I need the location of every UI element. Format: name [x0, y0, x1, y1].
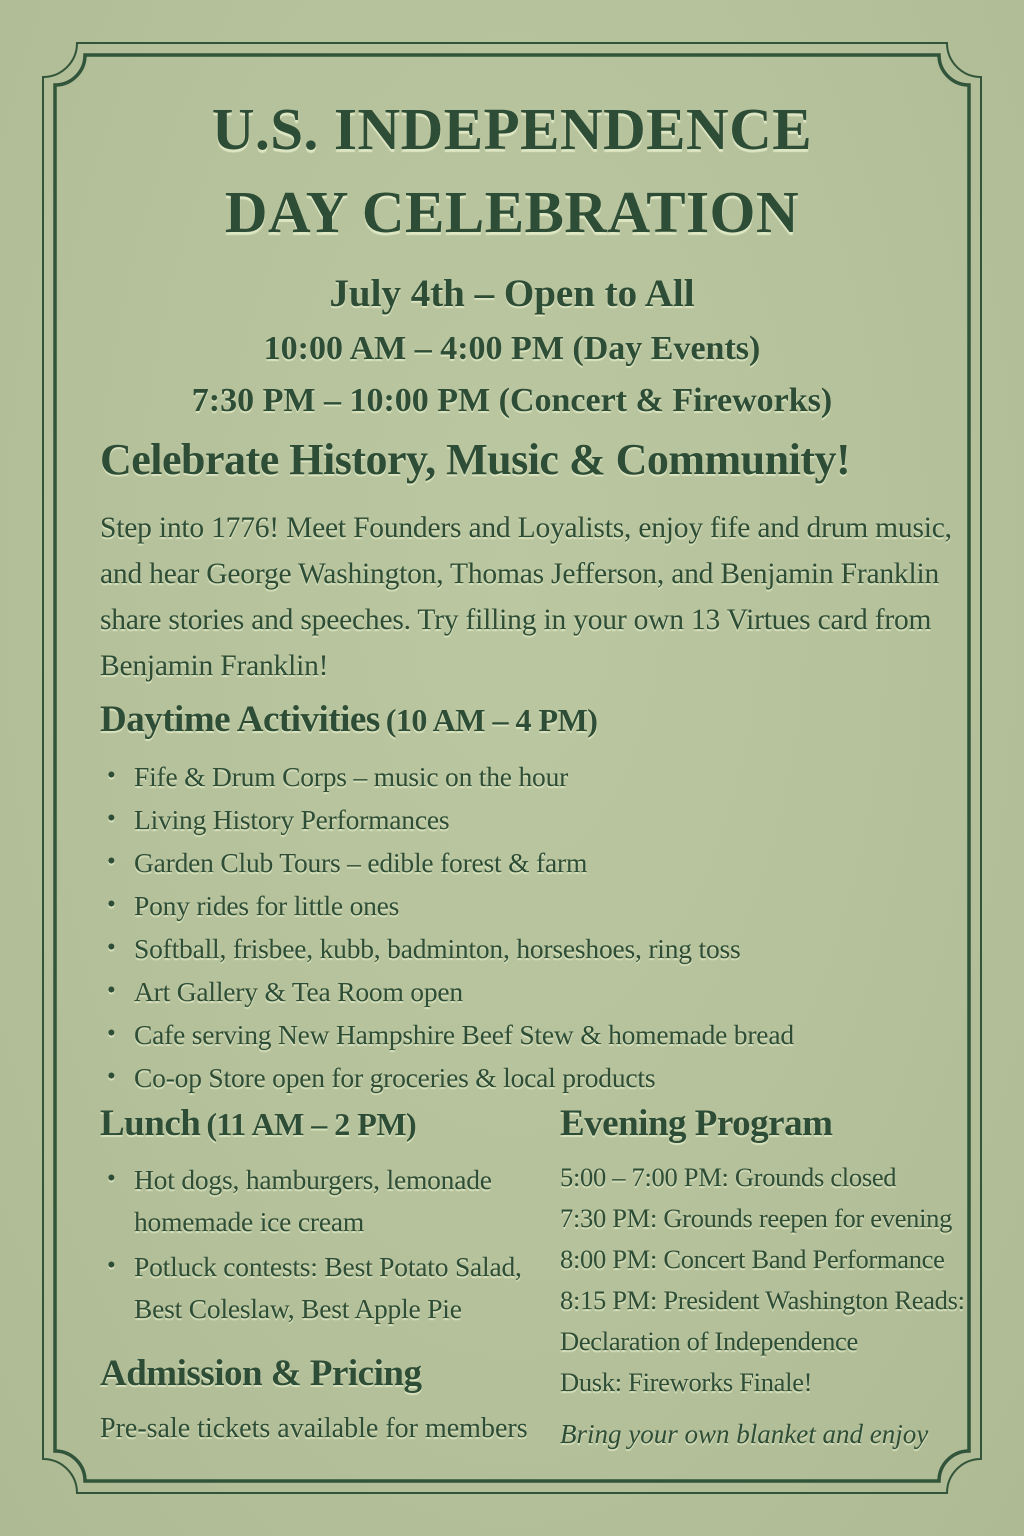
schedule-entry: Dusk: Fireworks Finale!: [560, 1367, 813, 1397]
schedule-entry: 8:00 PM: Concert Band Performance: [560, 1244, 945, 1274]
list-item: • Living History Performances: [100, 798, 954, 841]
lunch-title: Lunch: [100, 1103, 201, 1144]
list-item: • Art Gallery & Tea Room open: [100, 970, 954, 1013]
evening-schedule: [560, 1157, 966, 1403]
admission-heading: Admission & Pricing: [100, 1353, 422, 1394]
section-admission-pricing: [100, 1352, 570, 1447]
schedule-entry: 7:30 PM: Grounds reepen for evening: [560, 1203, 953, 1233]
list-item: • Garden Club Tours – edible forest & farm: [100, 841, 954, 884]
list-item: • Fife & Drum Corps – music on the hour: [100, 755, 954, 798]
page-title: [70, 88, 954, 254]
list-item: • Pony rides for little ones: [100, 884, 954, 927]
list-item: • Hot dogs, hamburgers, lemonade homemade ice cream: [100, 1159, 556, 1243]
list-item: • Potluck contests: Best Potato Salad, Best Coleslaw, Best Apple Pie: [100, 1246, 556, 1330]
admission-note: Pre-sale tickets available for members: [100, 1413, 528, 1444]
list-item: • Cafe serving New Hampshire Beef Stew & homemade bread: [100, 1013, 954, 1056]
lunch-hours: (11 AM – 2 PM): [206, 1106, 417, 1142]
title-line-1: U.S. INDEPENDENCE: [211, 96, 813, 162]
section-daytime-activities: [100, 698, 954, 1099]
evening-note: Bring your own blanket and enjoy: [560, 1419, 929, 1449]
list-item: • Softball, frisbee, kubb, badminton, horseshoes, ring toss: [100, 927, 954, 970]
lunch-list: [100, 1159, 556, 1330]
title-line-2: DAY CELEBRATION: [224, 179, 800, 245]
schedule-entry: 8:15 PM: President Washington Reads: Declaration of Independence: [560, 1285, 965, 1356]
day-events-hours: 10:00 AM – 4:00 PM (Day Events): [263, 330, 761, 367]
poster-header: [70, 88, 954, 422]
lunch-heading: [100, 1102, 556, 1145]
daytime-heading: [100, 698, 954, 741]
section-evening-program: [560, 1102, 966, 1451]
evening-heading: Evening Program: [560, 1103, 833, 1144]
daytime-hours: (10 AM – 4 PM): [385, 702, 598, 738]
tagline: Celebrate History, Music & Community!: [100, 435, 851, 484]
list-item: • Co-op Store open for groceries & local products: [100, 1056, 954, 1099]
daytime-list: [100, 755, 954, 1099]
schedule-entry: 5:00 – 7:00 PM: Grounds closed: [560, 1162, 897, 1192]
intro-paragraph: Step into 1776! Meet Founders and Loyalists, enjoy fife and drum music, and hear George Washington, Thomas Jefferson, and Benjamin Franklin share stories and speeches. Try filling in your own 13 Virtues card from Benjamin Franklin!: [100, 512, 952, 682]
daytime-title: Daytime Activities: [100, 699, 380, 740]
section-lunch: [100, 1102, 556, 1330]
event-date: July 4th – Open to All: [329, 272, 695, 315]
evening-events-hours: 7:30 PM – 10:00 PM (Concert & Fireworks): [191, 382, 833, 419]
